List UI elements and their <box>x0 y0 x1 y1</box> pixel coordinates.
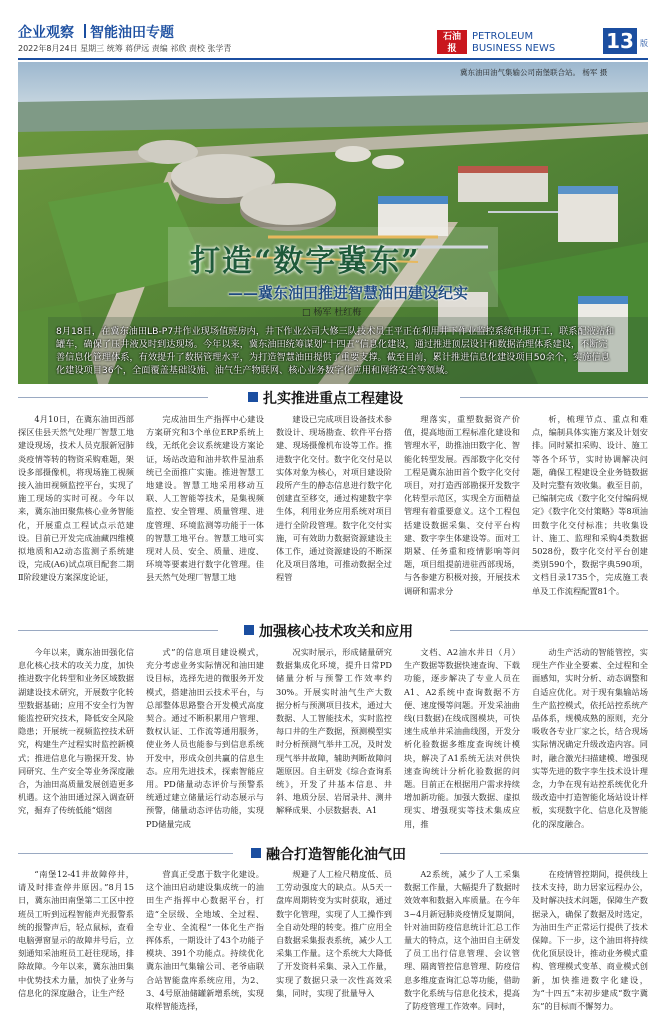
photo-credit: 冀东油田油气集输公司南堡联合站。 杨军 摄 <box>460 68 608 77</box>
section-title: 扎实推进重点工程建设 <box>263 391 403 407</box>
body-column: 建设已完成项目设备技术参数设计、现场勘查、软件平台搭建、现场摄像机布设等工作。推进数字化交付。数字化交付是以实体对象为核心，对项目建设阶段所产生的静态信息进行数字化创建直至移交，通过构建数字孪生体，利用业务应用系统对项目进行全阶段管理。数字化交付实施，可有效助力数据资源建设主体工作，通过资源建设的不断深化及项目落地，可推动数据全过程管 <box>276 414 392 583</box>
section-rule-right <box>460 397 648 398</box>
section-rule-left <box>18 397 208 398</box>
logo-text: 石油 报 <box>442 32 461 54</box>
body-column: 今年以来，冀东油田强化信息化核心技术的攻关力度，加快推进数字化转型和业务区域数据湖建设技术研究，开展数字化转型数据基础；应用不安全行为智能监控研究技术，降低安全风险隐患；开展统一视频监控技术研究，构建生产过程实时监控新模式；推进信息化与勘探开发、协同研究、生产安全等业务深度融合，为油田高质量发展创造更多机遇。这个油田通过深入调查研究，掘弃了传统低能“烟囱 <box>18 647 134 816</box>
body-column: 在疫情管控期间，提供线上技术支持，助力居家远程办公，及时解决技术问题，保障生产数据录入，确保了数据及时选定，为油田生产正常运行提供了技术保障。下一步，这个油田将持续优化顶层设计，推动业务模式重构、管理模式变革、商业模式创新，加快推进数字化建设，为“十四五”末初步建成“数字冀东”的目标而不懈努力。 <box>532 869 648 1012</box>
article-byline: □ 杨军 杜红梅 <box>302 308 362 318</box>
logo-en-line-2: BUSINESS NEWS <box>472 43 556 54</box>
section-rule-left <box>18 630 218 631</box>
section-marker-icon <box>244 625 254 635</box>
body-column: 营真正受惠于数字化建设。这个油田启动建设集成统一的油田生产指挥中心数据平台，打造“全层级、全地域、全过程、全专业、全流程”一体化生产指挥体系，一期设计了43个功能子模块、391个功能点。持续优化冀东油田气集输公司、老爷庙联合站智能盘库系统应用，为2、3、4号原油储罐新增系统，实现取样智能选择， <box>146 869 264 1012</box>
newspaper-name-en <box>472 31 555 55</box>
section-rule-right <box>450 630 648 631</box>
page-number: 13 <box>603 28 637 54</box>
logo-en-line-1: PETROLEUM <box>472 31 534 42</box>
body-column: “南堡12-41井故障停井，请及时排查停井原因。”8月15日，冀东油田南堡第二工区中控班员工听到远程智能声光报警系统的报警声后，轻点鼠标，查看电脑弹窗显示的故障井号后，立刻通知采油班员工赶往现场，排除故障。今年以来，冀东油田集中优势技术力量，加快了业务与信息化的深度融合，让生产经 <box>18 869 134 998</box>
body-column: 4月10日，在冀东油田西部探区佳县天然气处理厂智慧工地建设现场，技术人员克服新冠肺炎疫情等转的物资采购难题，架设多部摄像机，将现场施工视频接入油田视频监控平台，实现了施工现场的实时可视。今年以来，冀东油田聚焦核心业务智能化，开展重点工程试点示范建设。目前已开发完成油藏四维模拟地质和A2动态监测子系统建设，完成(A6)试点项目配套二期Ⅱ阶段建设方案深度论证， <box>18 414 134 583</box>
article-headline: 打造“数字冀东” <box>190 244 421 279</box>
section-divider <box>84 24 86 38</box>
body-column: A2系统，减少了人工采集数据工作量，大幅提升了数据时效效率和数据入库质量。在今年3~4月新冠肺炎疫情反复期间，针对油田防疫信息统计汇总工作量大的特点，这个油田自主研发了员工出行信息管理、会议管理、隔离管控信息管理、防疫信息多维度查询汇总等功能，借助数字化系统与信息化技术，提高了防疫管理工作效率。同时， <box>404 869 520 1012</box>
article-subheadline: ——冀东油田推进智慧油田建设纪实 <box>228 284 469 302</box>
section-rule-right <box>440 853 648 854</box>
section-marker-icon <box>248 392 258 402</box>
body-column: 式”的信息项目建设模式，充分考虑业务实际情况和油田建设目标，选择先进的微服务开发模式，搭建油田云技术平台，与总部整体思路整合开发模式高度契合。通过不断积累用户管理、数权认证、工作流等通用服务，使业务人员也能参与到信息系统开发中，形成众创共赢的信息生态。应用先进技术，探索智能应用。PD储量动态评价与预警系统通过建立储量运行动态展示与预警，储量动态评估功能，实现PD储量完成 <box>146 647 264 829</box>
section-title: 加强核心技术攻关和应用 <box>259 624 413 640</box>
subsection-name: 智能油田专题 <box>90 25 174 41</box>
dateline: 2022年8月24日 星期三 统筹 蒋伊远 责编 祁欣 责校 张学青 <box>18 44 232 53</box>
body-column: 析，梳理节点、重点和难点，编制具体实施方案及计划安排。同时紧扣采购、设计、施工等各个环节，实时协调解决问题，确保工程建设全业务链数据及时完整有效收集。截至目前，已编制完成《数字化交付编码规定》《数字化交付策略》等8项油田数字化交付标准；共收集设计、施工、监理和采购4类数据5028份，数字化交付平台创建类别590个，数据字典590项，文档目录1735个，完成施工表单及工作流程配置81个。 <box>532 414 648 596</box>
body-column: 文档、A2油水井日（月）生产数据等数据快速查询、下载功能，逐步解决了专业人员在A1、A2系统中查询数据不方便、速度慢等问题。开发采油曲线(日数据)在线成图模块，可快速生成单井采油曲线图，开发分析化验数据多维度查询统计模块，解决了A1系统无法对供快速查询统计分析化验数据的问题。目前正在根据用户需求持续增加新功能。加强大数据、虚拟现实、增强现实等技术集成应用，推 <box>404 647 520 829</box>
body-column: 规避了人工检尺精度低、员工劳动强度大的缺点。从5天一盘库周期转变为实时获取，通过数字化管理，实现了人工操作到全自动处理的转变。推广应用全自数据采集报表系统，减少人工采集工作量。这个系统大大降低了开发资料采集、录入工作量，实现了数据只录一次性高效采集，同时，实现了批量导入 <box>276 869 392 998</box>
section-marker-icon <box>251 848 261 858</box>
article-lead: 8月18日，在冀东油田LB-P7井作业现场值班房内，井下作业公司大修三队技术员王平正在利用井下作业监控系统申报开工，联系配液站和罐车，确保了压井液及时到达现场。今年以来，冀东油田统筹谋划“十四五”信息化建设，通过推进顶层设计和数据治理体系建设，不断完善信息化管理体系，有效提升了数据管理水平，为打造智慧油田提供了重要支撑。截至目前，累计推进信息化建设项目50余个，实施信息化建设项目36个，全面覆盖基础设施、油气生产物联网、核心业务数字化应用和网络安全等领域。 <box>56 326 615 376</box>
header-rule <box>18 58 648 60</box>
body-column: 完成油田生产指挥中心建设方案研究和3个单位ERP系统上线，无纸化会议系统建设方案论证，场站改造和油井软件星油系统已全面推广实施。推进智慧工地建设。智慧工地采用移动互联、人工智能等技术，是集视频监控、安全管理、质量管理、进度管理、环境监测等功能于一体的智慧工地平台。智慧工地可实现对人员、安全、质量、进度、环境等要素进行数字化管理。佳县天然气处理厂智慧工地 <box>146 414 264 583</box>
body-column: 理落实，重塑数据资产价值，提高地面工程标准化建设和管理水平，助推油田数字化、智能化转型发展。西部数字化交付工程是冀东油田首个数字化交付项目，对打造西部勘探开发数字化转型示范区，实现全方面精益管理有着重要意义。这个工程包括建设数据采集、交付平台构建、数字孪生体建设等。面对工期紧、任务重和疫情影响等问题，项目组提前进驻西部现场，与各参建方积极对接，开展技术调研和需求分 <box>404 414 520 596</box>
page-unit: 版 <box>640 39 648 48</box>
body-column: 况实时展示，形成储量研究数据集成化环境，提升日常PD储量分析与预警工作效率约30%。开展实时油气生产大数据分析与预测项目技术，通过大数据、人工智能技术，实时监控每口井的生产数据，预测模型实时分析预测气举井工况，及时发现气举井故障，辅助判断故障问题原因。自主研发《综合查询系统》，开发了井基本信息、井斜、地质分层、岩屑录井、测井解释成果、小层数据表、A1 <box>276 647 392 816</box>
body-column: 动生产活动的智能管控，实现生产作业全要素、全过程和全面感知，实时分析、动态调整和自适应优化。对于现有集输站场生产监控模式，依托站控系统产品体系，规模成熟的原则，充分吸收各专业厂家之长，结合现场实际情况确定升级改造内容。同时，融合激光扫描建模、增强现实等先进的数字孪生技术设计理念，力争在现有站控系统优化升级改造中打造智能化场站设计样板，实现数字化、信息化及智能化的深度融合。 <box>532 647 648 829</box>
section-name: 企业观察 <box>18 25 74 41</box>
section-rule-left <box>18 853 233 854</box>
section-title: 融合打造智能化油气田 <box>266 847 406 863</box>
newspaper-logo <box>437 30 467 54</box>
page-header <box>0 0 667 58</box>
